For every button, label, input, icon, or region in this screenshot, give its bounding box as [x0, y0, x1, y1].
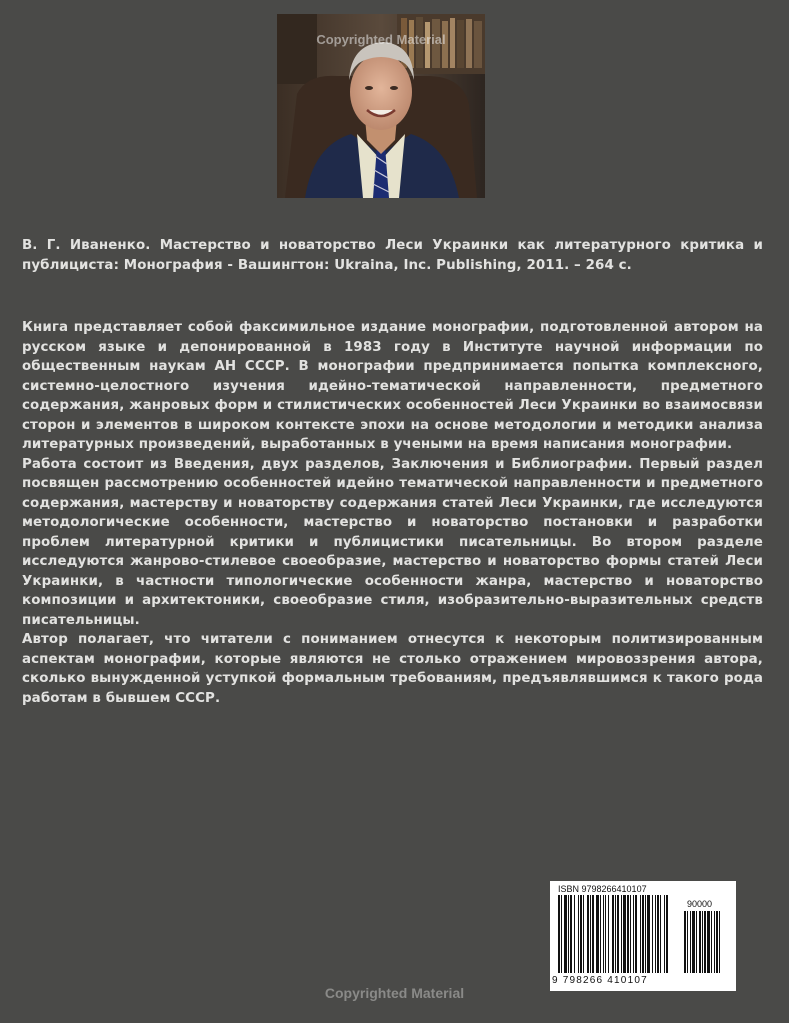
barcode-bar: [645, 895, 646, 973]
barcode-bar: [642, 895, 644, 973]
barcode-addon-bar: [690, 911, 691, 973]
barcode-bar: [574, 895, 575, 973]
barcode-addon-bar: [699, 911, 701, 973]
barcode-bar: [640, 895, 641, 973]
barcode-bar: [647, 895, 650, 973]
barcode-bar: [612, 895, 614, 973]
abstract-text: [22, 318, 763, 708]
barcode-bar: [660, 895, 661, 973]
barcode-addon-bar: [714, 911, 715, 973]
barcode-bar: [580, 895, 582, 973]
barcode-digits: 9 798266 410107: [552, 975, 648, 986]
abstract-paragraph-1: Книга представляет собой факсимильное издание монографии, подготовленной автором на русском языке и депонированной в 1983 году в Институте научной информации по общественным наукам АН СССР. В монографии предпринимается попытка комплексного, системно-целостного изучения идейно-тематической направленности, предметного содержания, жанровых форм и стилистических особенностей Леси Украинки во взаимосвязи сторон и элементов в широком контексте эпохи на основе методологии и методики анализа литературных произведений, выработанных в учеными на время написания монографии.: [22, 320, 763, 452]
barcode-bar: [657, 895, 659, 973]
barcode-bar: [633, 895, 634, 973]
barcode-bar: [666, 895, 668, 973]
citation-text: В. Г. Иваненко. Мастерство и новаторство Леси Украинки как литературного критика и публициста: Монография - Вашингтон: Ukraina, Inc. Publishing, 2011. – 264 с.: [22, 238, 763, 273]
barcode-bar: [568, 895, 569, 973]
barcode-bar: [561, 895, 562, 973]
barcode-addon-bar: [716, 911, 718, 973]
barcode-bar: [652, 895, 653, 973]
barcode-bar: [623, 895, 626, 973]
barcode-bar: [627, 895, 629, 973]
barcode-addon-bar: [687, 911, 688, 973]
barcode-bar: [621, 895, 622, 973]
barcode-bar: [558, 895, 560, 973]
isbn-barcode: [550, 881, 736, 991]
barcode-bar: [635, 895, 637, 973]
barcode-bar: [608, 895, 609, 973]
footer-watermark: Copyrighted Material: [324, 985, 465, 1001]
barcode-bar: [605, 895, 606, 973]
barcode-addon-bar: [719, 911, 720, 973]
barcode-bar: [583, 895, 584, 973]
barcode-bar: [655, 895, 656, 973]
barcode-bar: [615, 895, 616, 973]
barcode-bar: [596, 895, 599, 973]
barcode-bar: [590, 895, 591, 973]
barcode-bar: [630, 895, 631, 973]
barcode-addon-bar: [704, 911, 706, 973]
barcode-bar: [600, 895, 601, 973]
barcode-bar: [587, 895, 589, 973]
author-photo: [277, 14, 485, 198]
barcode-addon-bar: [684, 911, 686, 973]
barcode-bar: [617, 895, 619, 973]
barcode-addon-bar: [702, 911, 703, 973]
barcode-addon-bar: [707, 911, 710, 973]
barcode-bar: [603, 895, 604, 973]
barcode-addon-bar: [696, 911, 697, 973]
barcode-bar: [570, 895, 572, 973]
barcode-bar: [578, 895, 579, 973]
barcode-bar: [664, 895, 665, 973]
barcode-addon-bar: [692, 911, 695, 973]
isbn-label: ISBN 9798266410107: [558, 884, 647, 894]
photo-watermark: Copyrighted Material: [316, 32, 446, 47]
barcode-addon-bar: [711, 911, 712, 973]
abstract-paragraph-3: Автор полагает, что читатели с пониманием отнесутся к некоторым политизированным аспектам монографии, которые являются не столько отражением мировоззрения автора, сколько вынужденной уступкой формальным требованиям, предъявлявшимся к такого рода работам в бывшем СССР.: [22, 632, 763, 706]
barcode-bar: [592, 895, 594, 973]
barcode-bar: [564, 895, 567, 973]
abstract-paragraph-2: Работа состоит из Введения, двух разделов, Заключения и Библиографии. Первый раздел посвящен рассмотрению особенностей идейно тематической направленности и предметного содержания, мастерству и новаторству содержания статей Леси Украинки, где исследуются методологические особенности, мастерство и новаторство постановки и разработки проблем литературной критики и публицистики писательницы. Во втором разделе исследуются жанрово-стилевое своеобразие, мастерство и новаторство формы статей Леси Украинки, в частности типологические особенности жанра, мастерство и новаторство композиции и архитектоники, своеобразие стиля, изобразительно-выразительных средств писательницы.: [22, 456, 763, 628]
price-code: 90000: [687, 899, 713, 909]
